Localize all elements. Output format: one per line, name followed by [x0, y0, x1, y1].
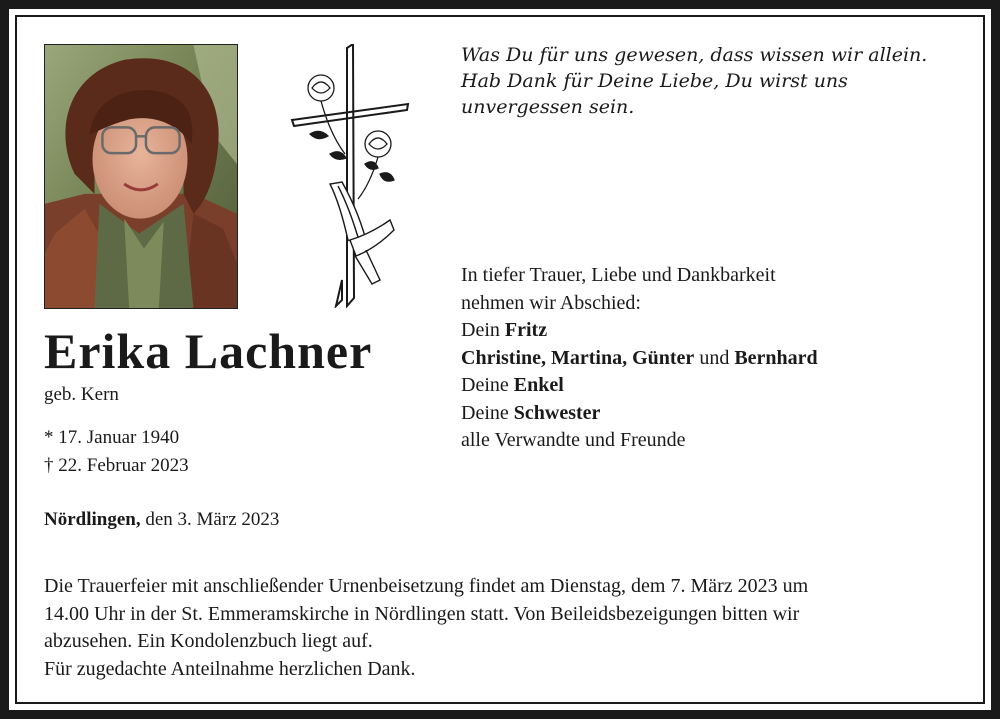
mourner-prefix: Dein: [461, 319, 505, 341]
notice-line: Die Trauerfeier mit anschließender Urnenbeisetzung findet am Dienstag, dem 7. März 2023 um: [44, 575, 809, 597]
mourner-prefix: Deine: [461, 401, 514, 424]
mourners-list: [461, 262, 981, 455]
quote-line: Was Du für uns gewesen, dass wissen wir allein.: [461, 44, 928, 66]
mourner-name: Christine, Martina, Günter: [461, 346, 695, 369]
mourner-line: alle Verwandte und Freunde: [461, 429, 686, 451]
birth-date: * 17. Januar 1940: [44, 427, 180, 448]
mourner-line: [461, 345, 981, 373]
life-dates: [44, 424, 189, 480]
memorial-quote: [461, 42, 961, 120]
cross-with-roses-and-praying-hands-icon: [290, 44, 410, 308]
quote-line: Hab Dank für Deine Liebe, Du wirst uns: [461, 70, 848, 92]
funeral-notice: [44, 573, 964, 683]
mourner-line: [461, 372, 981, 400]
maiden-name: geb. Kern: [44, 384, 119, 405]
mourners-intro: In tiefer Trauer, Liebe und Dankbarkeit: [461, 264, 776, 286]
mourner-conjunction: und: [694, 346, 735, 369]
mourner-name: Schwester: [513, 401, 601, 424]
notice-line: abzusehen. Ein Kondolenzbuch liegt auf.: [44, 630, 373, 652]
notice-line: 14.00 Uhr in der St. Emmeramskirche in Nördlingen statt. Von Beileidsbezeigungen bitten wir: [44, 602, 800, 625]
mourner-prefix: Deine: [461, 374, 514, 396]
mourner-line: [461, 317, 981, 345]
portrait-photo: [44, 44, 238, 309]
mourners-intro: nehmen wir Abschied:: [461, 291, 641, 314]
mourner-line: [461, 400, 981, 428]
quote-line: unvergessen sein.: [461, 96, 635, 118]
deceased-name: Erika Lachner: [44, 323, 373, 379]
place: Nördlingen,: [44, 509, 141, 530]
death-date: † 22. Februar 2023: [44, 455, 189, 476]
date: den 3. März 2023: [140, 509, 280, 530]
mourner-name: Fritz: [504, 319, 548, 341]
place-and-date: [44, 507, 279, 533]
mourner-name: Enkel: [513, 374, 564, 396]
notice-line: Für zugedachte Anteilnahme herzlichen Dank.: [44, 657, 416, 680]
mourner-name: Bernhard: [734, 346, 818, 369]
